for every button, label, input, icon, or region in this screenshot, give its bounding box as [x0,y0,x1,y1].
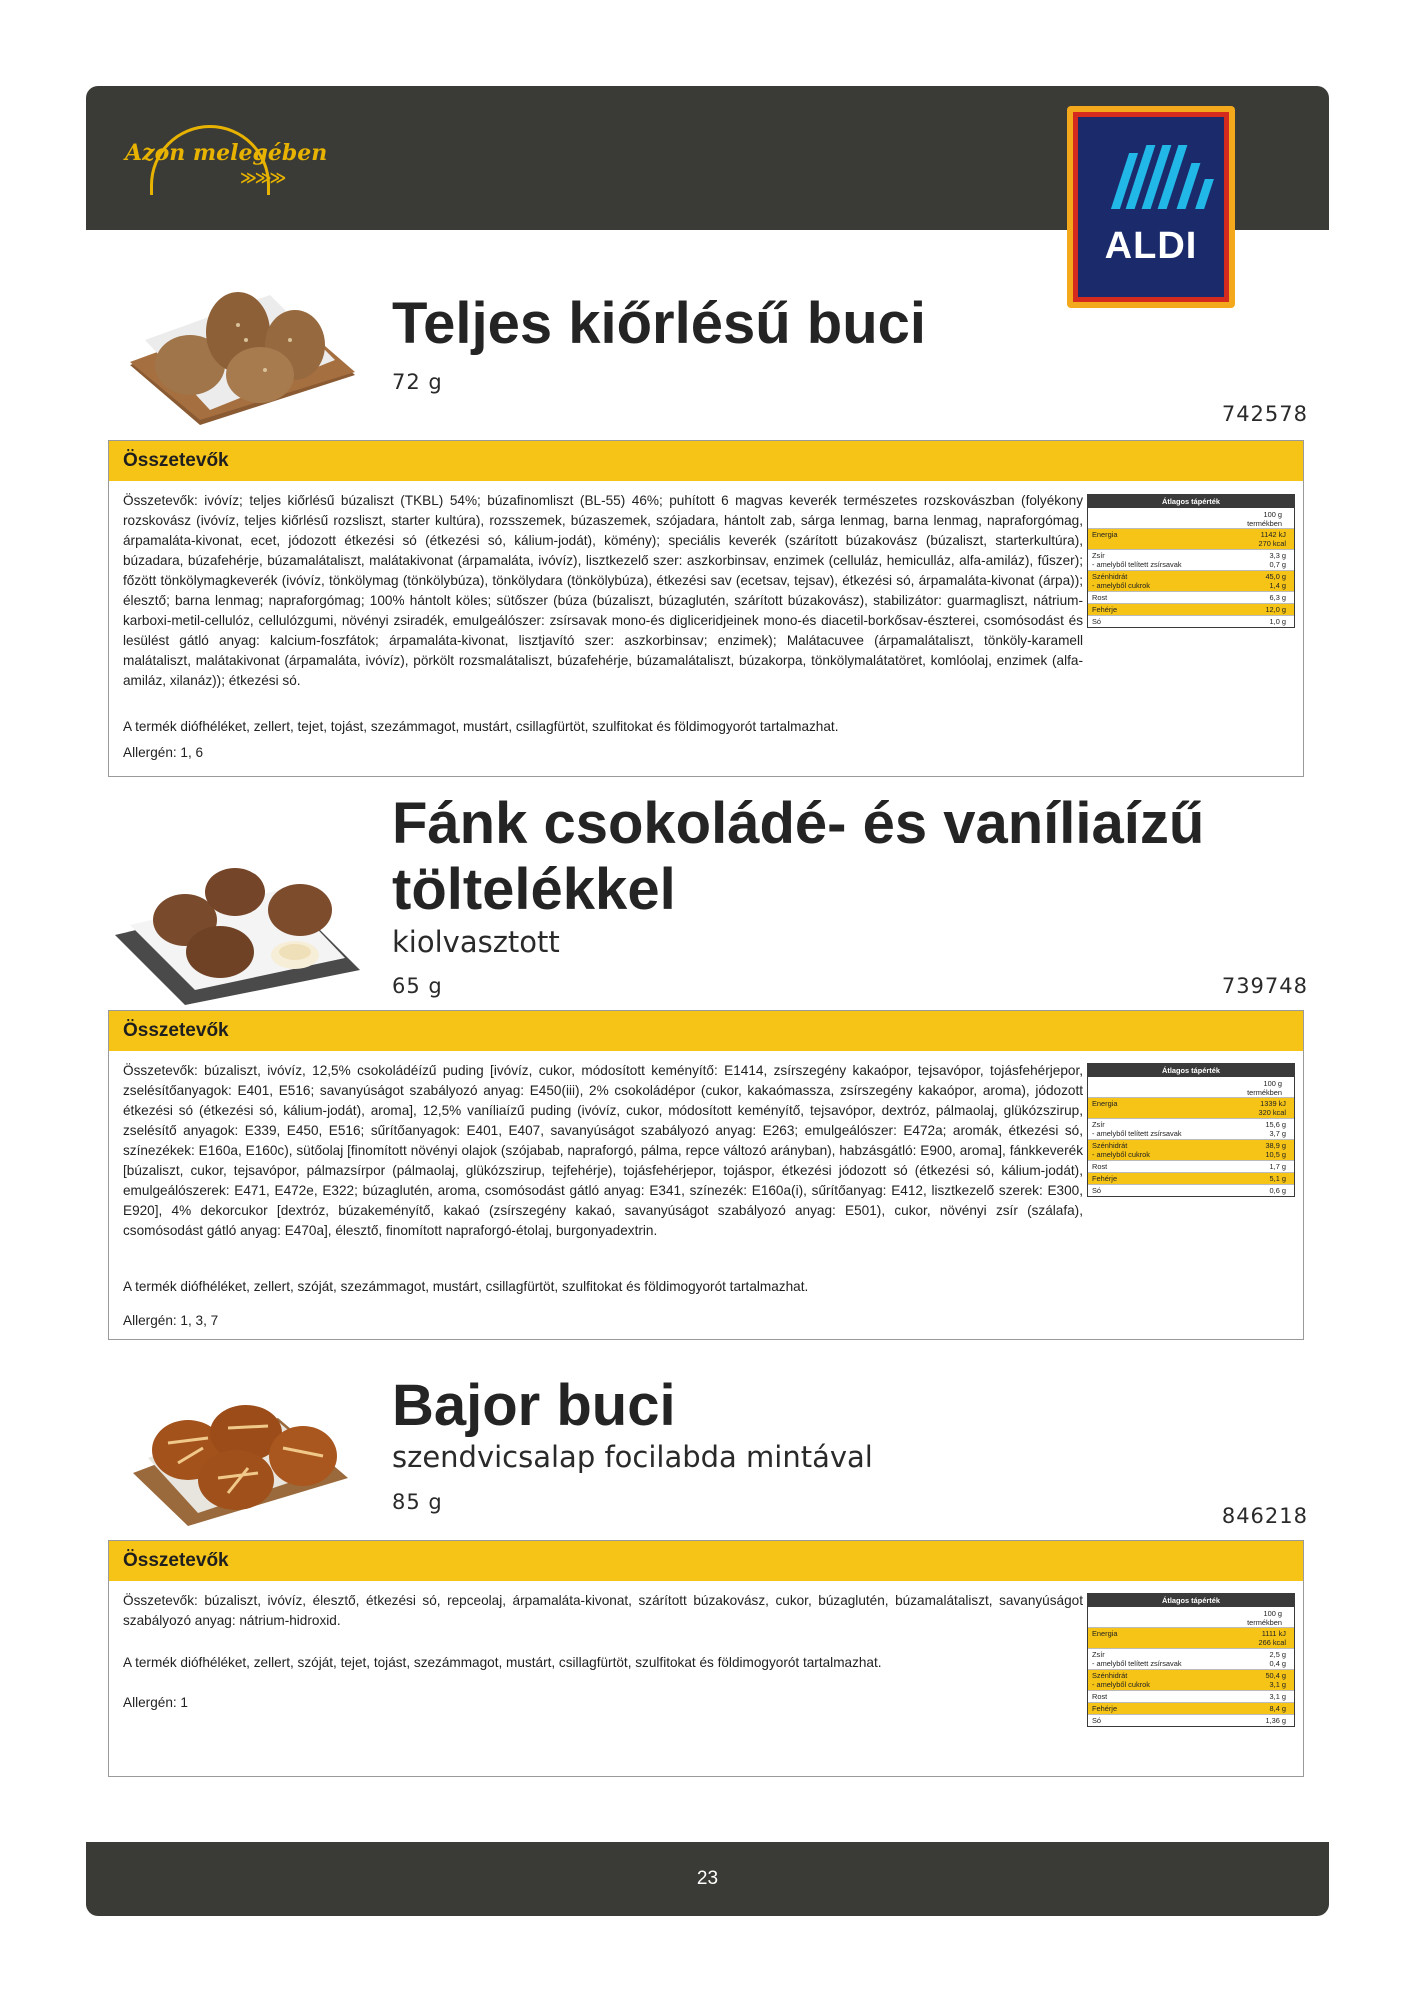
wheat-icon: ≫≫≫ [240,168,285,187]
nutrition-value: 5,1 g [1269,1174,1286,1183]
product-weight: 85 g [392,1490,443,1514]
nutrition-label: Só [1092,1186,1102,1195]
nutrition-label: Zsír - amelyből telített zsírsavak [1092,1120,1182,1138]
nutrition-row [1088,549,1294,570]
nutrition-row [1088,615,1294,627]
nutrition-title: Átlagos tápérték [1088,495,1294,508]
nutrition-value: 3,3 g 0,7 g [1269,551,1286,569]
product-code: 742578 [1221,402,1308,426]
nutrition-label: Zsír - amelyből telített zsírsavak [1092,551,1182,569]
ingredients-text: Összetevők: ivóvíz; teljes kiőrlésű búzaliszt (TKBL) 54%; búzafinomliszt (BL-55) 46%; puhított 6 magvas keverék természetes rozskovászban (folyékony rozskovász (ivóvíz, teljes kiőrlésű rozsliszt, starter kultúra), rozsszemek, búzaszemek, szójadara, hántolt zab, sárga lenmag, barna lenmag, napraforgómag, árpamaláta-kivonat, ecet, jódozott étkezési só (étkezési só, kálium-jodát), kömény); speciális keverék (szárított búzakovász (búzaliszt, starterkultúra), búzadara, búzafehérje, búzamalátaliszt, malátakivonat (árpamaláta, ivóvíz), lisztkezelő szer: aszkorbinsav, enzimek (celluláz, hemiculláz, alfa-amiláz), fűszer); főzött tönkölymagkeverék (ivóvíz, tönkölymag (tönkölybúza), tönkölydara (tönkölybúza), étkezési sav (ecetsav, tejsav), étkezési só, árpamaláta-kivonat (árpa)); élesztő; barna lenmag; napraforgómag; 100% hántolt köles; sütőszer (búza (búzaliszt, búzaglutén, szárított búzakovász), stabilizátor: guarmagliszt, nátrium-karboxi-metil-cellulóz, cellulózgumi, növényi zsiradék, emulgeálószer: zsírsavak mono-és digliceridjeinek mono-és diacetil-borkősav-észterei, csomósodást és lesülést gátló anyag: kalcium-foszfátok; árpamaláta-kivonat, lisztjavító szer: aszkorbinsav; enzimek); Malátacuvee (árpamalátaliszt, tönköly-karamell malátaliszt, malátakivonat (árpamaláta, ivóvíz), pörkölt rozsmalátaliszt, búzafehérje, búzamalátaliszt, búzakorpa, tönkölymalátatöret, komlóolaj, enzimek (alfa-amiláz, xilanáz)); étkezési só. [123,493,1083,688]
allergy-note: A termék diófhéléket, zellert, tejet, tojást, szezámmagot, mustárt, csillagfürtöt, szulfitokat és földimogyorót tartalmazhat. [123,719,839,734]
donuts-image [110,840,370,1010]
nutrition-label: Só [1092,1716,1102,1725]
ingredients-text: Összetevők: búzaliszt, ivóvíz, 12,5% csokoládéízű puding [ivóvíz, cukor, módosított keményítő: E1414, zsírszegény kakaópor, tejsavópor, tojásfehérjepor, zselésítőanyagok: E401, E516; savanyúságot szabályozó anyag: E450(iii), 2% csokoládépor (cukor, kakaómassza, zsírszegény kakaópor, aroma), jódozott étkezési só (étkezési só, kálium-jodát), aroma], 12,5% vaníliaízű puding (ivóvíz, cukor, módosított keményítő, tejsavópor, dextróz, pálmaolaj, glükózszirup, zselésítő anyagok: E339, E450, E516; sűrítőanyagok: E401, E407, savanyúságot szabályozó anyag: E263; emulgeálószer: E472a; aromák, étkezési só, színezékek: E160a, E160c), sütőolaj [finomított növényi olajok (szójabab, napraforgó, pálma, repce változó arányban), habzásgátló: E900, aroma], fánkkeverék [búzaliszt, cukor, tejsavópor, pálmazsírpor (pálmaolaj, glükózszirup, tejfehérje), tojásfehérjepor, tojáspor, étkezési jódozott só (étkezési só, kálium-jodát), emulgeálószerek: E471, E472e, E322; búzaglutén, aroma, csomósodást gátló anyag: E341, színezék: E160a(i), sűrítőanyag: E412, lisztkezelő szerek: E300, E920], 4% dekorcukor [dextróz, búzakeményítő, kakaó (zsírszegény kakaó, savanyúságot szabályozó anyag: E501), cukor, növényi zsír (szálafa), csomósodást gátló anyag: E470a], élesztő, finomított napraforgó-étolaj, burgonyadextrin. [123,1063,1083,1238]
nutrition-label: Szénhidrát - amelyből cukrok [1092,1141,1150,1159]
nutrition-row [1088,1702,1294,1714]
nutrition-label: Rost [1092,593,1108,602]
nutrition-value: 2,5 g 0,4 g [1269,1650,1286,1668]
nutrition-label: Energia [1092,530,1118,539]
nutrition-value: 1111 kJ 266 kcal [1258,1629,1286,1647]
nutrition-label: Só [1092,617,1102,626]
nutrition-value: 38,9 g 10,5 g [1265,1141,1286,1159]
nutrition-value: 12,0 g [1265,605,1286,614]
nutrition-value: 0,6 g [1269,1186,1286,1195]
nutrition-row [1088,1139,1294,1160]
ingredients-header: Összetevők [109,1011,1303,1051]
nutrition-title: Átlagos tápérték [1088,1064,1294,1077]
allergy-note: A termék diófhéléket, zellert, szóját, szezámmagot, mustárt, csillagfürtöt, szulfitokat és földimogyorót tartalmazhat. [123,1279,809,1294]
nutrition-label: Zsír - amelyből telített zsírsavak [1092,1650,1182,1668]
nutrition-value: 1142 kJ 270 kcal [1258,530,1286,548]
aldi-logo-text: ALDI [1104,225,1198,267]
brand-tagline: Azon melegében [125,140,328,166]
nutrition-row [1088,1627,1294,1648]
nutrition-label: Energia [1092,1629,1118,1638]
allergen-codes: Allergén: 1, 3, 7 [123,1313,219,1328]
aldi-logo [1067,106,1235,308]
ingredients-header: Összetevők [109,441,1303,481]
product-title: Bajor buci [392,1373,676,1438]
nutrition-value: 1339 kJ 320 kcal [1258,1099,1286,1117]
nutrition-row [1088,1118,1294,1139]
nutrition-label: Fehérje [1092,605,1118,614]
ingredients-box [108,440,1304,777]
product-title-line1: Fánk csokoládé- és vaníliaízű [392,791,1205,856]
nutrition-row [1088,1669,1294,1690]
nutrition-label: Energia [1092,1099,1118,1108]
nutrition-title: Átlagos tápérték [1088,1594,1294,1607]
nutrition-label: Fehérje [1092,1704,1118,1713]
nutrition-label: Rost [1092,1692,1108,1701]
product-weight: 65 g [392,974,443,998]
nutrition-value: 50,4 g 3,1 g [1265,1671,1286,1689]
nutrition-row [1088,1097,1294,1118]
nutrition-value: 8,4 g [1269,1704,1286,1713]
ingredients-header: Összetevők [109,1541,1303,1581]
nutrition-value: 1,7 g [1269,1162,1286,1171]
nutrition-label: Fehérje [1092,1174,1118,1183]
product-title: Teljes kiőrlésű buci [392,291,927,356]
nutrition-row [1088,528,1294,549]
product-weight: 72 g [392,370,443,394]
nutrition-value: 15,6 g 3,7 g [1265,1120,1286,1138]
ingredients-text: Összetevők: búzaliszt, ivóvíz, élesztő, étkezési só, repceolaj, árpamaláta-kivonat, szárított búzakovász, cukor, búzaglutén, búzamalátaliszt, savanyúságot szabályozó anyag: nátrium-hidroxid. [123,1593,1083,1628]
product-code: 846218 [1221,1504,1308,1528]
nutrition-value: 3,1 g [1269,1692,1286,1701]
nutrition-row [1088,1648,1294,1669]
allergen-codes: Allergén: 1 [123,1695,188,1710]
nutrition-label: Rost [1092,1162,1108,1171]
allergy-note: A termék diófhéléket, zellert, szóját, tejet, tojást, szezámmagot, mustárt, csillagfürtöt, szulfitokat és földimogyorót tartalmazhat. [123,1655,882,1670]
nutrition-unit: 100 g termékben [1247,1609,1282,1627]
nutrition-unit: 100 g termékben [1247,1079,1282,1097]
product-title-line2: töltelékkel [392,857,676,922]
nutrition-row [1088,603,1294,615]
nutrition-row [1088,591,1294,603]
nutrition-row [1088,1690,1294,1702]
nutrition-value: 6,3 g [1269,593,1286,602]
nutrition-value: 45,0 g 1,4 g [1265,572,1286,590]
nutrition-table [1087,1593,1295,1727]
product-subtitle: szendvicsalap focilabda mintával [392,1440,873,1474]
nutrition-row [1088,1184,1294,1196]
nutrition-row [1088,1160,1294,1172]
ingredients-box [108,1540,1304,1777]
product-code: 739748 [1221,974,1308,998]
nutrition-row [1088,570,1294,591]
product-subtitle: kiolvasztott [392,925,560,959]
nutrition-value: 1,0 g [1269,617,1286,626]
footer-bar [86,1842,1329,1916]
nutrition-row [1088,1172,1294,1184]
nutrition-table [1087,494,1295,628]
nutrition-table [1087,1063,1295,1197]
nutrition-row [1088,1714,1294,1726]
nutrition-label: Szénhidrát - amelyből cukrok [1092,572,1150,590]
allergen-codes: Allergén: 1, 6 [123,745,204,760]
nutrition-label: Szénhidrát - amelyből cukrok [1092,1671,1150,1689]
nutrition-value: 1,36 g [1265,1716,1286,1725]
page-number: 23 [696,1868,719,1889]
nutrition-unit: 100 g termékben [1247,510,1282,528]
whole-wheat-buns-image [120,270,360,430]
ingredients-box [108,1010,1304,1340]
bavarian-buns-image [118,1378,358,1528]
